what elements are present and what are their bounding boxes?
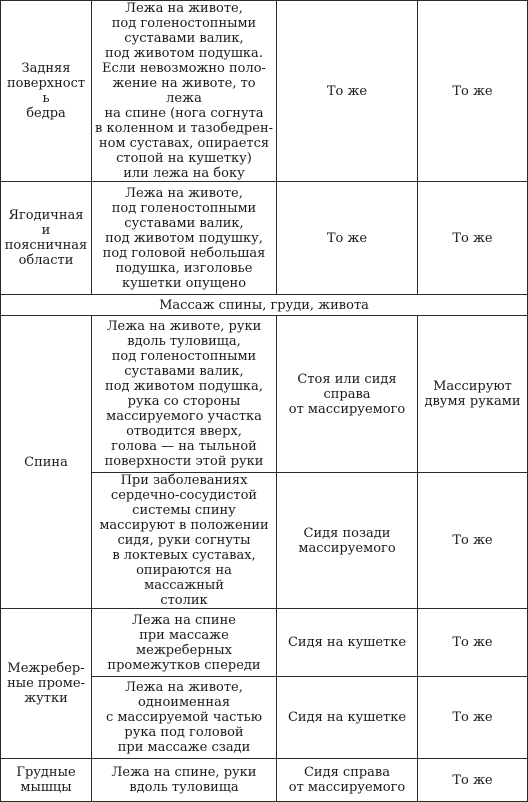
masseur-position-cell: То же xyxy=(277,182,418,295)
section-header-row xyxy=(1,295,528,316)
table-row xyxy=(1,182,528,295)
body-area-cell: Грудные мышцы xyxy=(1,759,92,802)
masseur-position-cell: То же xyxy=(277,1,418,182)
masseur-position-cell: Сидя на кушетке xyxy=(277,609,418,677)
body-area-cell: Межребер- ные проме- жутки xyxy=(1,609,92,759)
section-title: Массаж спины, груди, живота xyxy=(1,295,528,316)
hands-cell: Массируют двумя руками xyxy=(418,316,528,473)
hands-cell: То же xyxy=(418,609,528,677)
body-area-cell: Ягодичная и поясничная области xyxy=(1,182,92,295)
patient-position-cell: Лежа на животе, под голеностопными суставами валик, под животом подушка. Если невозможно поло- жение на животе, то лежа на спине (нога согнута в коленном и тазобедрен- ном суставах, опирается стопой на кушетку) или лежа на боку xyxy=(92,1,277,182)
hands-cell: То же xyxy=(418,1,528,182)
masseur-position-cell: Стоя или сидя справа от массируемого xyxy=(277,316,418,473)
table-row xyxy=(1,1,528,182)
body-area-cell: Задняя поверхность бедра xyxy=(1,1,92,182)
patient-position-cell: Лежа на животе, одноименная с массируемой частью рука под головой при массаже сзади xyxy=(92,677,277,759)
masseur-position-cell: Сидя позади массируемого xyxy=(277,473,418,609)
hands-cell: То же xyxy=(418,473,528,609)
patient-position-cell: При заболеваниях сердечно-сосудистой системы спину массируют в положении сидя, руки согнуты в локтевых суставах, опираются на массажный столик xyxy=(92,473,277,609)
table-row xyxy=(1,759,528,802)
hands-cell: То же xyxy=(418,677,528,759)
hands-cell: То же xyxy=(418,759,528,802)
patient-position-cell: Лежа на спине при массаже межреберных промежутков спереди xyxy=(92,609,277,677)
table-row xyxy=(1,609,528,677)
masseur-position-cell: Сидя справа от массируемого xyxy=(277,759,418,802)
patient-position-cell: Лежа на животе, руки вдоль туловища, под голеностопными суставами валик, под животом подушка, рука со стороны массируемого участка отводится вверх, голова — на тыльной поверхности этой руки xyxy=(92,316,277,473)
table-row xyxy=(1,316,528,473)
hands-cell: То же xyxy=(418,182,528,295)
patient-position-cell: Лежа на животе, под голеностопными суставами валик, под животом подушку, под головой небольшая подушка, изголовье кушетки опущено xyxy=(92,182,277,295)
masseur-position-cell: Сидя на кушетке xyxy=(277,677,418,759)
body-area-cell: Спина xyxy=(1,316,92,609)
patient-position-cell: Лежа на спине, руки вдоль туловища xyxy=(92,759,277,802)
